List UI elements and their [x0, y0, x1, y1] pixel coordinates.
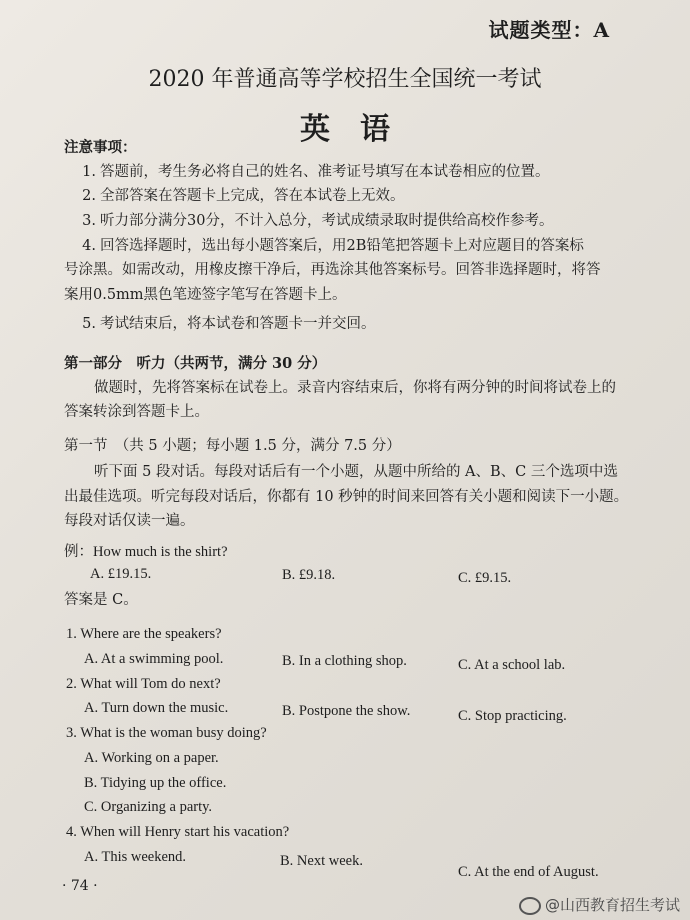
- notice-item-4-cont: 案用0.5mm黑色笔迹签字笔写在答题卡上。: [64, 287, 347, 303]
- question-1-option-b: B. In a clothing shop.: [282, 653, 407, 669]
- part1-instructions: 做题时，先将答案标在试卷上。录音内容结束后，你将有两分钟的时间将试卷上的: [94, 380, 616, 396]
- page-number: · 74 ·: [62, 878, 98, 894]
- section1-instructions: 听下面 5 段对话。每段对话后有一个小题，从题中所给的 A、B、C 三个选项中选: [94, 464, 618, 480]
- question-1-option-c: C. At a school lab.: [458, 657, 566, 673]
- question-2-option-a: A. Turn down the music.: [84, 700, 229, 716]
- notice-item-text: 回答选择题时，选出每小题答案后，用2B铅笔把答题卡上对应题目的答案标: [100, 238, 584, 254]
- example-option-c: C. £9.15.: [458, 570, 512, 586]
- notice-item-number: 1.: [82, 164, 96, 180]
- watermark: [519, 894, 680, 915]
- example-question: 例：How much is the shirt?: [64, 544, 228, 560]
- part1-instructions-cont: 答案转涂到答题卡上。: [64, 404, 209, 420]
- subject-title: 英语: [300, 112, 420, 147]
- section1-instructions-cont: 每段对话仅读一遍。: [64, 513, 195, 529]
- question-1: 1. Where are the speakers?: [66, 626, 222, 642]
- notice-heading: 注意事项：: [64, 139, 137, 156]
- example-option-b: B. £9.18.: [282, 567, 336, 583]
- notice-item-number: 5.: [82, 316, 96, 332]
- example-answer: 答案是 C。: [64, 592, 138, 608]
- notice-item-number: 4.: [82, 238, 96, 254]
- notice-item-4-cont: 号涂黑。如需改动，用橡皮擦干净后，再选涂其他答案标号。回答非选择题时，将答: [64, 262, 601, 278]
- question-3: 3. What is the woman busy doing?: [66, 725, 267, 741]
- notice-item-4: [64, 234, 614, 259]
- notice-item-text: 听力部分满分30分，不计入总分，考试成绩录取时提供给高校作参考。: [100, 213, 554, 229]
- notice-item-text: 答题前，考生务必将自己的姓名、准考证号填写在本试卷相应的位置。: [100, 164, 550, 180]
- question-3-option-a: A. Working on a paper.: [84, 750, 219, 766]
- notice-item-2: [64, 184, 614, 209]
- question-3-option-b: B. Tidying up the office.: [84, 775, 227, 791]
- notice-item-5: [64, 312, 614, 337]
- section1-heading: 第一节 （共 5 小题；每小题 1.5 分，满分 7.5 分）: [64, 438, 401, 454]
- question-2-option-b: B. Postpone the show.: [282, 703, 411, 719]
- question-2-option-c: C. Stop practicing.: [458, 708, 567, 724]
- notice-item-number: 3.: [82, 213, 96, 229]
- notice-item-number: 2.: [82, 188, 96, 204]
- question-1-option-a: A. At a swimming pool.: [84, 651, 224, 667]
- example-option-a: A. £19.15.: [90, 566, 152, 582]
- question-3-option-c: C. Organizing a party.: [84, 799, 213, 815]
- notice-item-text: 全部答案在答题卡上完成，答在本试卷上无效。: [100, 188, 405, 204]
- notice-item-text: 考试结束后，将本试卷和答题卡一并交回。: [100, 316, 376, 332]
- watermark-text: @山西教育招生考试: [544, 896, 680, 914]
- notice-item-1: [64, 160, 614, 185]
- question-4-option-b: B. Next week.: [280, 853, 363, 869]
- question-4: 4. When will Henry start his vacation?: [66, 824, 290, 840]
- question-4-option-a: A. This weekend.: [84, 849, 187, 865]
- part1-heading: 第一部分 听力（共两节，满分 30 分）: [64, 355, 327, 372]
- weibo-icon: [519, 897, 541, 915]
- question-2: 2. What will Tom do next?: [66, 676, 221, 692]
- question-4-option-c: C. At the end of August.: [458, 864, 599, 880]
- notice-item-3: [64, 209, 614, 234]
- exam-title: 2020 年普通高等学校招生全国统一考试: [148, 67, 542, 92]
- section1-instructions-cont: 出最佳选项。听完每段对话后，你都有 10 秒钟的时间来回答有关小题和阅读下一小题。: [64, 489, 629, 505]
- paper-type-label: 试题类型：A: [488, 18, 610, 42]
